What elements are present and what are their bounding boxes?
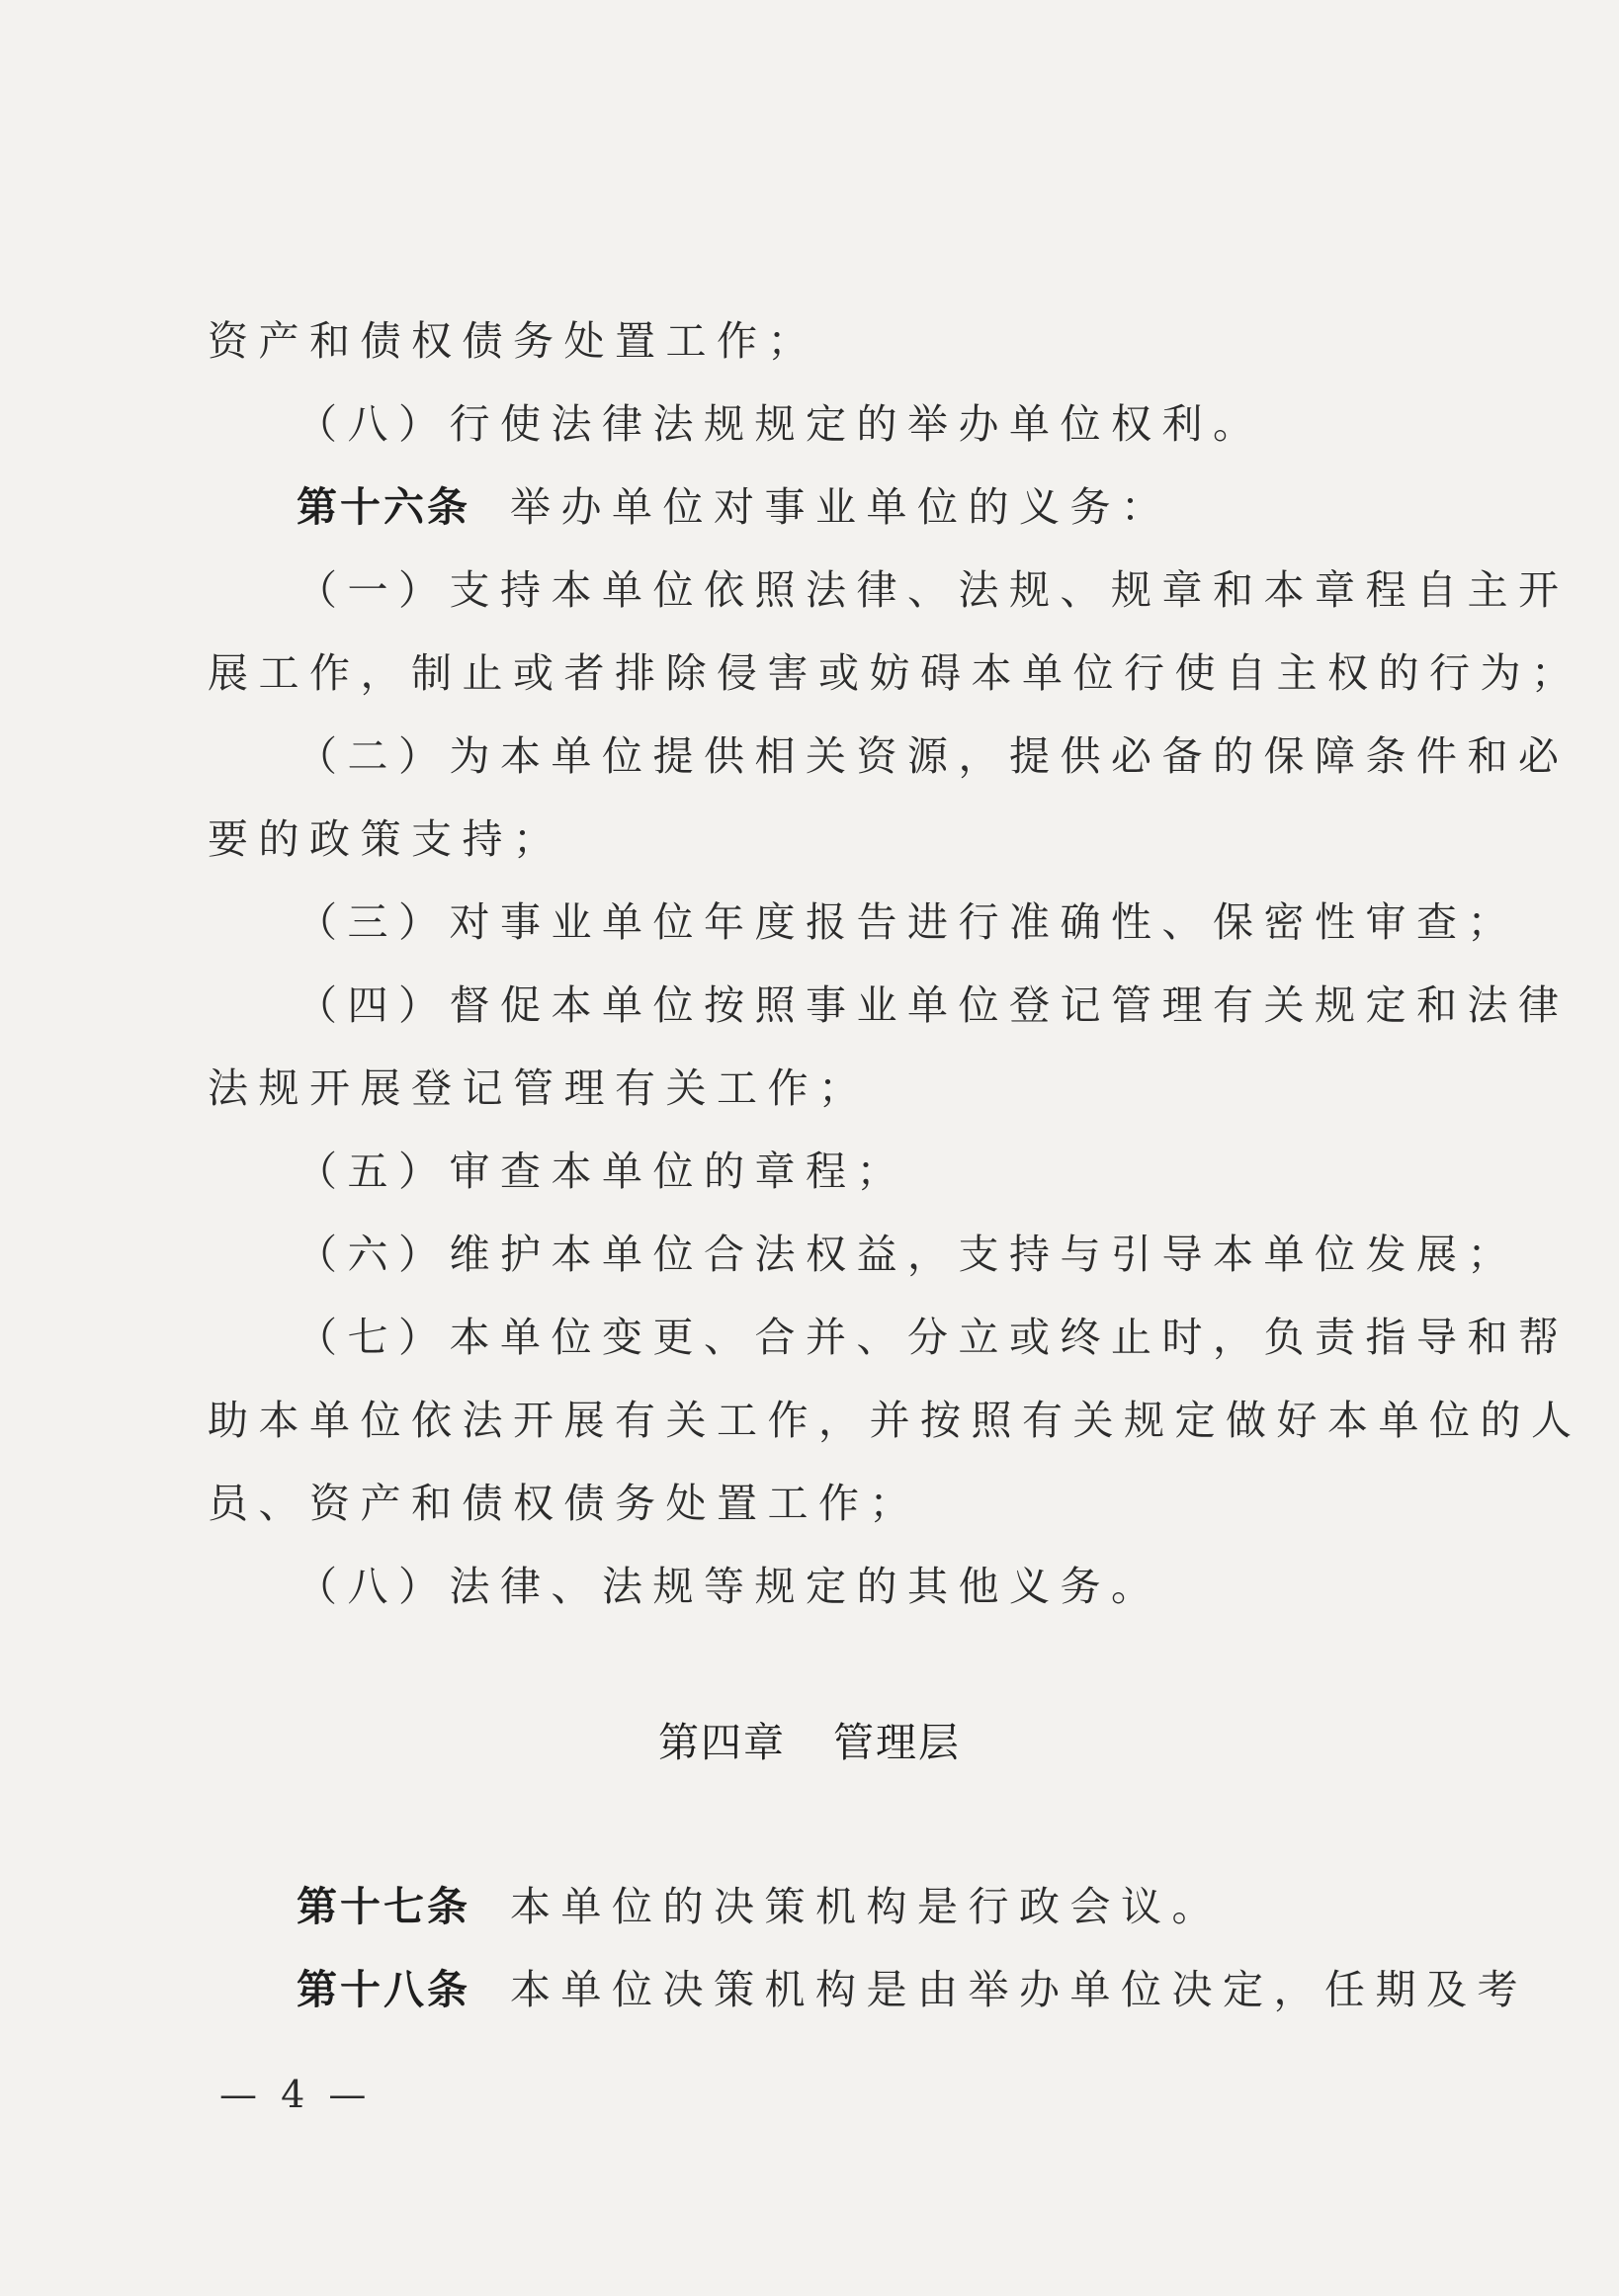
article-16-text: 举办单位对事业单位的义务：: [510, 483, 1172, 531]
chapter-number: 第四章: [658, 1719, 786, 1766]
text-line-16: （八）法律、法规等规定的其他义务。: [297, 1563, 1162, 1610]
text-line-5: 展工作，制止或者排除侵害或妨碍本单位行使自主权的行为；: [208, 649, 1582, 697]
article-17-text: 本单位的决策机构是行政会议。: [510, 1883, 1223, 1930]
text-line-11: （五）审查本单位的章程；: [297, 1148, 907, 1195]
chapter-title: 管理层: [833, 1719, 961, 1766]
page-number: — 4 —: [219, 2073, 373, 2116]
text-line-14: 助本单位依法开展有关工作，并按照有关规定做好本单位的人: [208, 1397, 1582, 1444]
text-line-2: （八）行使法律法规规定的举办单位权利。: [297, 400, 1264, 448]
text-line-7: 要的政策支持；: [208, 815, 564, 863]
text-line-12: （六）维护本单位合法权益，支持与引导本单位发展；: [297, 1231, 1518, 1278]
text-line-8: （三）对事业单位年度报告进行准确性、保密性审查；: [297, 898, 1518, 946]
article-16: [297, 477, 1497, 537]
text-line-15: 员、资产和债权债务处置工作；: [208, 1480, 920, 1527]
text-line-13: （七）本单位变更、合并、分立或终止时，负责指导和帮: [297, 1314, 1570, 1361]
text-line-9: （四）督促本单位按照事业单位登记管理有关规定和法律: [297, 981, 1570, 1029]
chapter-heading: [0, 1713, 1619, 1772]
article-18-text: 本单位决策机构是由举办单位决定，任期及考: [510, 1966, 1528, 2013]
article-17: [297, 1877, 1497, 1936]
text-line-6: （二）为本单位提供相关资源，提供必备的保障条件和必: [297, 732, 1570, 780]
text-line-4: （一）支持本单位依照法律、法规、规章和本章程自主开: [297, 566, 1570, 614]
article-16-heading: 第十六条: [297, 483, 470, 531]
text-line-1: 资产和债权债务处置工作；: [208, 317, 818, 365]
article-18-heading: 第十八条: [297, 1966, 470, 2013]
article-18: [297, 1960, 1528, 2019]
text-line-10: 法规开展登记管理有关工作；: [208, 1064, 870, 1112]
article-17-heading: 第十七条: [297, 1883, 470, 1930]
